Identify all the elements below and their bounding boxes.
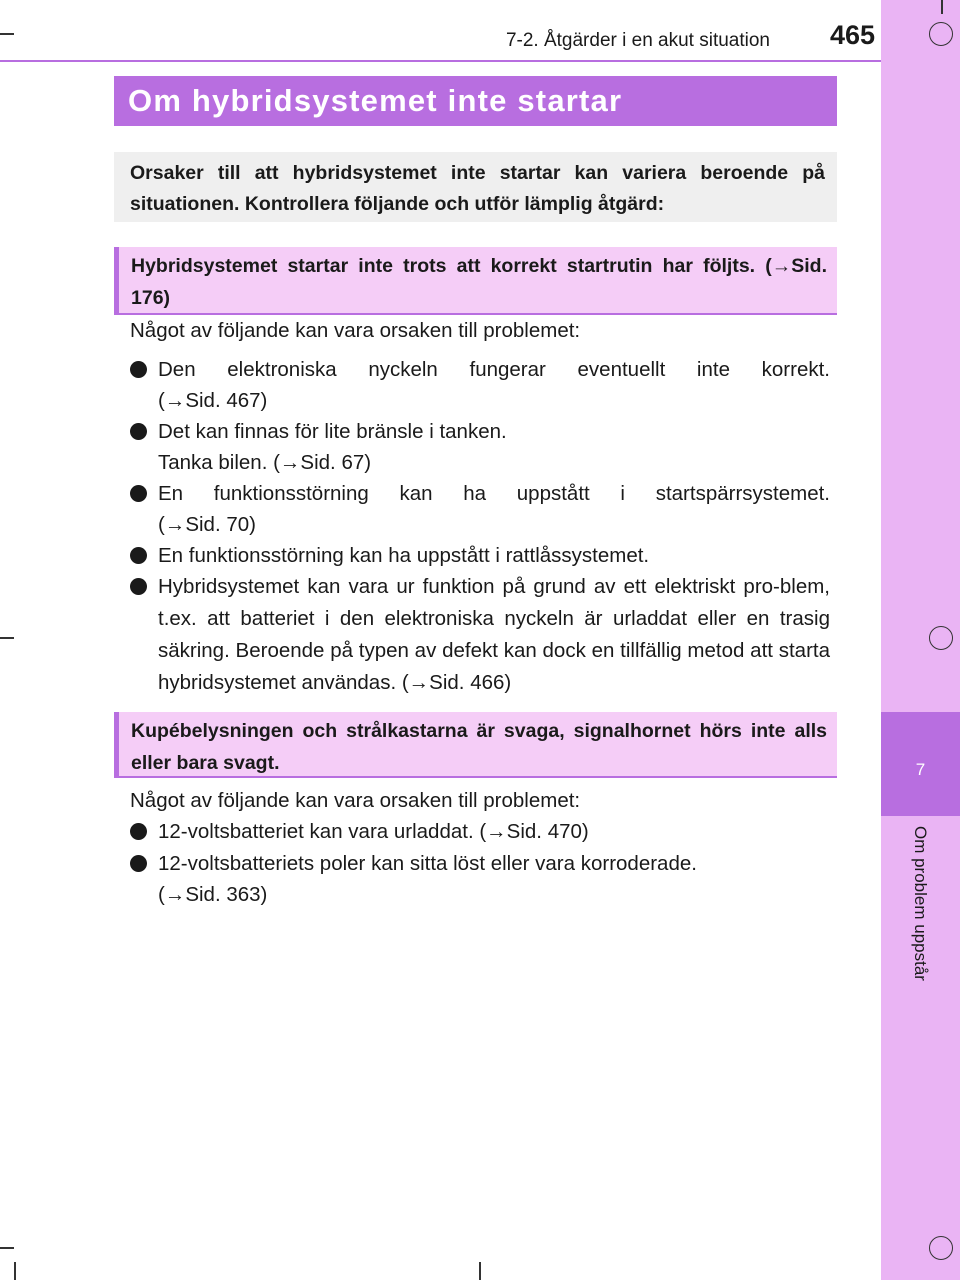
page-reference: (→Sid. 70) [158, 513, 256, 536]
chapter-number: 7 [915, 760, 926, 779]
condition-heading: Kupébelysningen och strålkastarna är svaga, signalhornet hörs inte alls eller bara svagt. [114, 712, 837, 778]
cause-lead: Något av följande kan vara orsaken till problemet: [130, 319, 581, 342]
condition-heading: Hybridsystemet startar inte trots att korrekt startrutin har följts. (→Sid. 176) [114, 247, 837, 315]
list-item [130, 478, 830, 540]
list-item-text: En funktionsstörning kan ha uppstått i rattlåssystemet. [158, 544, 650, 567]
list-item-text: Hybridsystemet kan vara ur funktion på grund av ett elektriskt pro-blem, t.ex. att batteriet i den elektroniska nyckeln är urladdat eller en trasig säkring. Beroende på typen av defekt kan dock en tillfällig metod att starta hybridsystemet användas. (→Sid. 466) [158, 575, 830, 694]
header-divider [0, 60, 881, 62]
list-item [130, 354, 830, 416]
list-item [130, 571, 830, 699]
chapter-title: Om problem uppstår [911, 826, 930, 981]
registration-mark [929, 22, 953, 46]
list-item-text: 12-voltsbatteriets poler kan sitta löst eller vara korroderade. [158, 852, 697, 875]
list-item [130, 540, 830, 571]
list-item [130, 848, 830, 910]
bullet-icon [130, 823, 147, 840]
registration-mark [929, 1236, 953, 1260]
page-reference: (→Sid. 363) [158, 883, 268, 906]
list-item-text: Den elektroniska nyckeln fungerar eventuellt inte korrekt. [158, 358, 830, 381]
bullet-icon [130, 361, 147, 378]
bullet-icon [130, 423, 147, 440]
crop-mark [0, 637, 14, 639]
list-item [130, 816, 830, 847]
bullet-icon [130, 855, 147, 872]
list-item-text: 12-voltsbatteriet kan vara urladdat. (→Sid. 470) [158, 820, 589, 843]
registration-mark [929, 626, 953, 650]
bullet-icon [130, 485, 147, 502]
crop-mark [0, 1247, 14, 1249]
crop-mark [941, 0, 943, 14]
page-reference: (→Sid. 467) [158, 389, 268, 412]
section-header: 7-2. Åtgärder i en akut situation [505, 30, 770, 51]
list-item-text: En funktionsstörning kan ha uppstått i startspärrsystemet. [158, 482, 830, 505]
cause-lead: Något av följande kan vara orsaken till problemet: [130, 789, 581, 812]
bullet-icon [130, 547, 147, 564]
page-title-bar [114, 76, 837, 126]
crop-mark [14, 1262, 16, 1280]
bullet-icon [130, 578, 147, 595]
list-item [130, 416, 830, 478]
crop-mark [479, 1262, 481, 1280]
page-title: Om hybridsystemet inte startar [128, 83, 623, 118]
page-number: 465 [829, 20, 875, 50]
list-item-text: Det kan finnas för lite bränsle i tanken. [158, 420, 507, 443]
crop-mark [0, 33, 14, 35]
list-item-action: Tanka bilen. (→Sid. 67) [158, 451, 372, 474]
intro-box: Orsaker till att hybridsystemet inte startar kan variera beroende på situationen. Kontrollera följande och utför lämplig åtgärd: [114, 152, 837, 222]
